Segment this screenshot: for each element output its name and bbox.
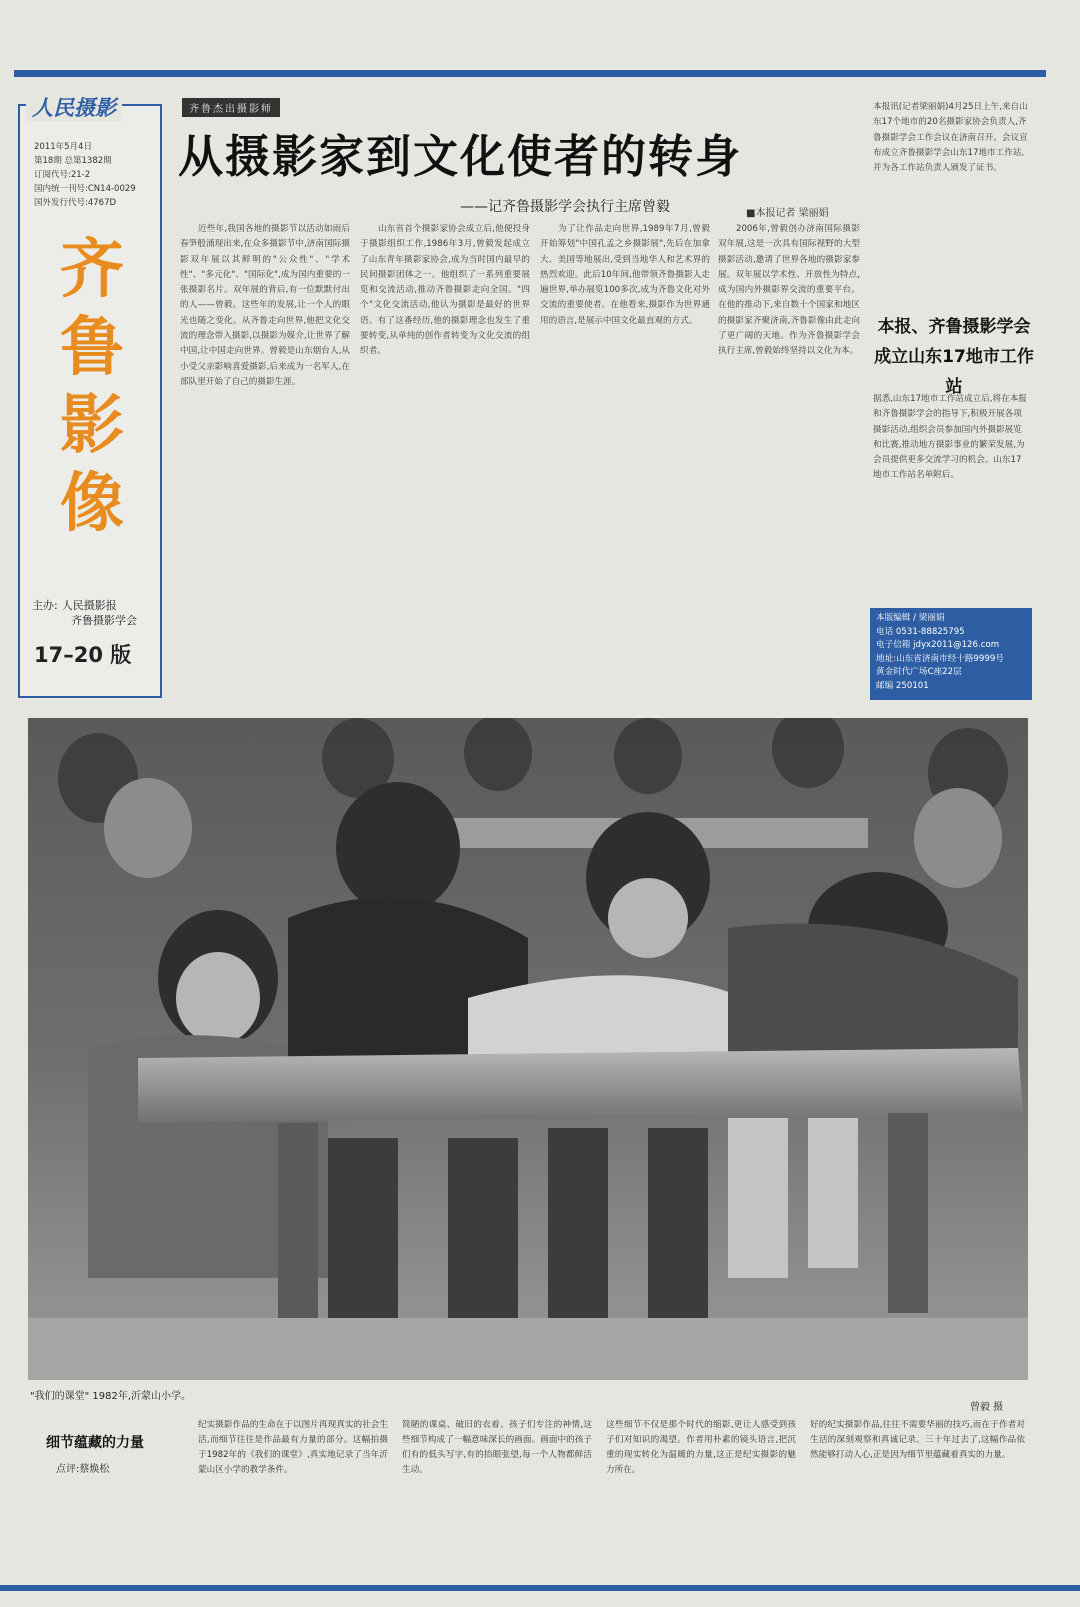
photo-caption: "我们的课堂" 1982年,沂蒙山小学。 <box>30 1391 192 1402</box>
foreign-code: 国外发行代号:4767D <box>34 198 117 208</box>
article-column-2: 山东省首个摄影家协会成立后,他便投身于摄影组织工作,1986年3月,曾毅发起成立了山东青年摄影家协会,成为当时国内最早的民间摄影团体之一。他组织了一系列重要展览和交流活动,推动齐鲁摄影走向全国。"四个"文化交流活动,他认为摄影是最好的世界语。有了这番经历,他的摄影理念也发生了重要转变,从单纯的创作者转变为文化交流的组织者。 <box>360 224 530 357</box>
domestic-serial: 国内统一刊号:CN14-0029 <box>34 184 136 194</box>
subscription-code: 订阅代号:21-2 <box>34 170 91 180</box>
photo-credit: 曾毅 摄 <box>970 1402 1004 1413</box>
side-intro: 本报讯(记者梁丽娟)4月25日上午,来自山东17个地市的20名摄影家协会负责人,齐鲁摄影学会工作会议在济南召开。会议宣布成立齐鲁摄影学会山东17地市工作站,并为各工作站负责人颁发了证书。 <box>873 102 1028 174</box>
bottom-rule <box>0 1585 1080 1591</box>
paper-logo: 人民摄影 <box>26 92 122 122</box>
side-text: 据悉,山东17地市工作站成立后,将在本报和齐鲁摄影学会的指导下,积极开展各项摄影活动,组织会员参加国内外摄影展览和比赛,推动地方摄影事业的繁荣发展,为会员提供更多交流学习的机会。山东17地市工作站名单附后。 <box>873 394 1027 481</box>
headline: 从摄影家到文化使者的转身 <box>178 130 743 183</box>
commentary-column-4: 好的纪实摄影作品,往往不需要华丽的技巧,而在于作者对生活的深刻观察和真诚记录。三十年过去了,这幅作品依然能够打动人心,正是因为细节里蕴藏着真实的力量。 <box>810 1420 1025 1460</box>
commentary-title: 细节蕴藏的力量 <box>46 1435 144 1451</box>
subheadline: ——记齐鲁摄影学会执行主席曾毅 <box>460 199 670 215</box>
article-column-1: 近些年,我国各地的摄影节以活动如雨后春笋般涌现出来,在众多摄影节中,济南国际摄影双年展以其鲜明的"公众性"、"学术性"、"多元化"、"国际化",成为国内重要的一张摄影名片。双年展的背后,有一位默默付出的人——曾毅。这些年的发展,让一个人的眼光也随之变化。从齐鲁走向世界,他把文化交流的理念带入摄影,以摄影为媒介,让世界了解中国,让中国走向世界。曾毅是山东烟台人,从小受父亲影响喜爱摄影,后来成为一名军人,在部队里开始了自己的摄影生涯。 <box>180 224 350 387</box>
page-range: 17–20 版 <box>34 643 132 667</box>
host-organizations: 主办: 人民摄影报 齐鲁摄影学会 <box>32 599 137 627</box>
classroom-photo <box>28 718 1028 1380</box>
article-column-4: 2006年,曾毅创办济南国际摄影双年展,这是一次具有国际视野的大型摄影活动,邀请了世界各地的摄影家参展。双年展以学术性、开放性为特点,成为国内外摄影界交流的重要平台。在他的推动下,来自数十个国家和地区的摄影家齐聚济南,齐鲁影像由此走向了更广阔的天地。作为齐鲁摄影学会执行主席,曾毅始终坚持以文化为本。 <box>718 224 860 357</box>
commentary-column-1: 纪实摄影作品的生命在于以图片再现真实的社会生活,而细节往往是作品最有力量的部分。这幅拍摄于1982年的《我们的课堂》,真实地记录了当年沂蒙山区小学的教学条件。 <box>198 1420 388 1475</box>
byline: ■本报记者 梁丽娟 <box>746 208 829 219</box>
top-rule <box>14 70 1046 77</box>
commentary-column-2: 简陋的课桌、破旧的衣着、孩子们专注的神情,这些细节构成了一幅意味深长的画面。画面中的孩子们有的低头写字,有的抬眼张望,每一个人物都鲜活生动。 <box>402 1420 592 1475</box>
masthead-box <box>18 95 162 698</box>
issue-date: 2011年5月4日 <box>34 142 92 152</box>
section-kicker: 齐鲁杰出摄影师 <box>182 98 280 117</box>
article-column-3: 为了让作品走向世界,1989年7月,曾毅开始筹划"中国孔孟之乡摄影展",先后在加拿大、美国等地展出,受到当地华人和艺术界的热烈欢迎。此后10年间,他带领齐鲁摄影人走遍世界,举办展览100多次,成为齐鲁文化对外交流的重要使者。在他看来,摄影作为世界通用的语言,是展示中国文化最直观的方式。 <box>540 224 710 326</box>
side-headline: 本报、齐鲁摄影学会 成立山东17地市工作站 <box>874 317 1034 397</box>
column-name: 齐 鲁 影 像 <box>60 233 124 541</box>
issue-number: 第18期 总第1382期 <box>34 156 112 166</box>
issue-info <box>34 140 136 210</box>
commentary-column-3: 这些细节不仅是那个时代的缩影,更让人感受到孩子们对知识的渴望。作者用朴素的镜头语言,把沉重的现实转化为温暖的力量,这正是纪实摄影的魅力所在。 <box>606 1420 796 1475</box>
commentary-author: 点评:蔡焕松 <box>56 1464 110 1475</box>
contact-box: 本版编辑 / 梁丽娟 电话 0531-88825795 电子信箱 jdyx2011@126.com 地址:山东省济南市经十路9999号 黄金时代广场C座22层 邮编 250101 <box>870 608 1032 700</box>
